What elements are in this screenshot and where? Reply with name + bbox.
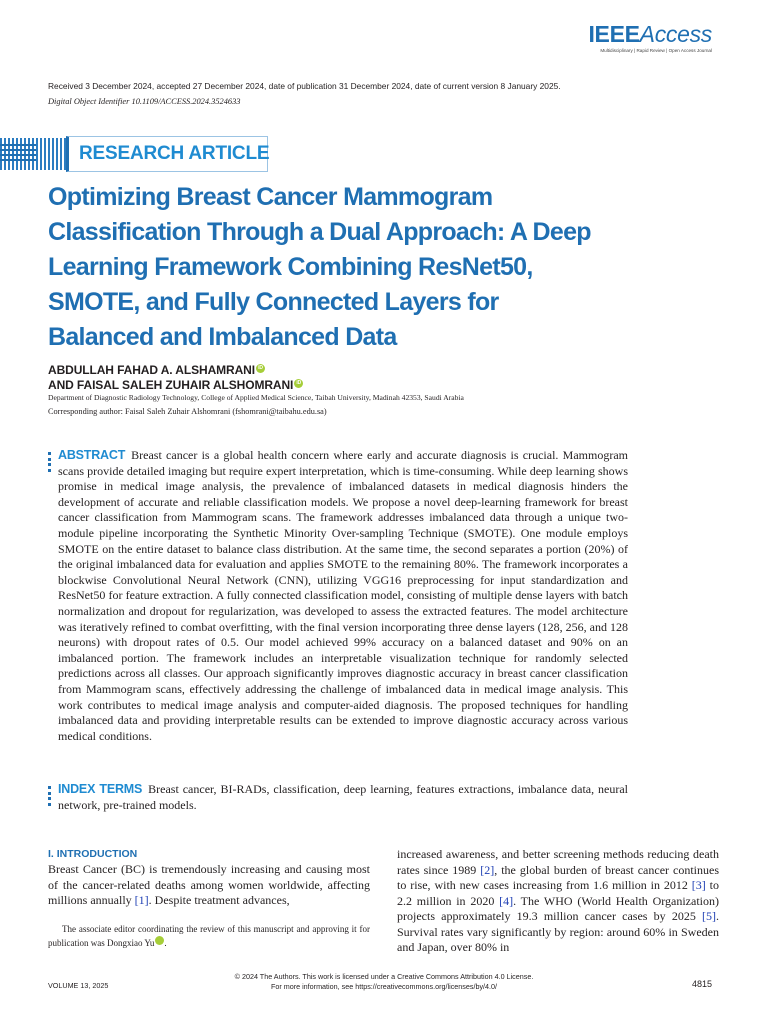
- text-run: , the global burden of breast cancer continues to rise, with new cases increasing from 1.6 million in 2012: [397, 862, 720, 892]
- logo-access: Access: [639, 21, 712, 47]
- footnote-text: The associate editor coordinating the review of this manuscript and approving it for publication was Dongxiao Yu: [48, 923, 370, 948]
- citation-link[interactable]: [3]: [691, 878, 706, 892]
- text-run: . The WHO (World Health Organization) projects approximately 19.3 million cancer cases by 2025: [397, 893, 719, 923]
- left-column: [48, 847, 370, 951]
- author-name: AND FAISAL SALEH ZUHAIR ALSHOMRANI: [48, 377, 294, 392]
- journal-logo: [588, 22, 712, 53]
- received-dates: Received 3 December 2024, accepted 27 December 2024, date of publication 31 December 2024, date of current version 8 January 2025.: [48, 81, 561, 91]
- index-terms-text: Breast cancer, BI-RADs, classification, deep learning, features extractions, imbalance data, neural network, pre-trained models.: [58, 782, 629, 812]
- text-run: . Survival rates vary significantly by region: around 60% in Sweden and Japan, over 80% in: [397, 909, 719, 954]
- logo-ieee: IEEE: [588, 21, 640, 47]
- citation-link[interactable]: [2]: [480, 862, 495, 877]
- author-1: [48, 363, 303, 378]
- title-line: Learning Framework Combining ResNet50,: [48, 253, 533, 281]
- intro-paragraph-left: [48, 862, 370, 909]
- title-line: Classification Through a Dual Approach: A Deep: [48, 218, 591, 246]
- volume-label: VOLUME 13, 2025: [48, 981, 109, 990]
- title-line: SMOTE, and Fully Connected Layers for: [48, 288, 499, 316]
- banner-dots-decoration: [0, 144, 36, 164]
- license-text: © 2024 The Authors. This work is licensed under a Creative Commons Attribution 4.0 License.: [234, 972, 534, 981]
- paper-title: [48, 180, 648, 355]
- text-run: Breast Cancer (BC) is tremendously increasing and causing most of the cancer-related deaths among women worldwide, affecting millions annually: [48, 862, 370, 907]
- editor-footnote: The associate editor coordinating the review of this manuscript and approving it for publication was Dongxiao Yu iD.: [48, 923, 370, 948]
- page-number: 4815: [691, 979, 712, 989]
- citation-link[interactable]: [5]: [702, 909, 716, 923]
- affiliation: Department of Diagnostic Radiology Technology, College of Applied Medical Science, Taibah University, Madinah 42353, Saudi Arabia: [48, 393, 464, 402]
- author-name: ABDULLAH FAHAD A. ALSHAMRANI: [48, 363, 255, 377]
- index-terms-heading: INDEX TERMS: [58, 782, 143, 796]
- license-footer: [0, 972, 768, 991]
- author-2: [48, 378, 303, 393]
- abstract-text: Breast cancer is a global health concern where early and accurate diagnosis is crucial. Mammogram scans provide detailed imaging but require expert interpretation, which is time-consuming. While deep learning shows promise in medical image analysis, the prevalence of imbalanced datasets in medical diagnosis hinders the development of accurate and reliable classification models. We propose a novel deep-learning framework for breast cancer classification from Mammogram scans. The framework addresses imbalanced data through a unique two-module pipeline incorporating the Synthetic Minority Over-sampling Technique (SMOTE). One module employs SMOTE on the entire dataset to balance class distribution. At the same time, the second separates a portion (20%) of the original imbalanced data for evaluation and applies SMOTE to the remaining 80%. The framework incorporates a blockwise Convolutional Neural Network (CNN), utilizing VGG16 preprocessing for input standardization and ResNet50 for feature extraction. A fully connected classification model, consisting of multiple dense layers with batch normalization and dropout for regularization, was developed to assess the extracted features. The model architecture was iteratively refined to combat overfitting, with the final version incorporating three dense layers (128, 256, and 128 neurons) with dropout rates of 0.5. Our model achieved 99% accuracy on a balanced dataset and 90% on an imbalanced portion. The framework includes an interpretable visualization technique for randomly selected predictions across all classes. Our approach significantly improves diagnostic accuracy in breast cancer classification from Mammogram scans, effectively addressing the challenge of imbalanced data in medical image analysis. This work contributes to medical image analysis and computer-aided diagnosis. The proposed techniques for handling imbalanced data and providing interpretable results can be extended to improve diagnostic accuracy across various medical conditions.: [58, 448, 628, 743]
- abstract: [58, 448, 628, 744]
- doi: Digital Object Identifier 10.1109/ACCESS.2024.3524633: [48, 97, 241, 106]
- intro-paragraph-right: [397, 847, 719, 956]
- text-run: increased awareness, and better screening methods reducing death rates since 1989: [397, 847, 719, 877]
- license-link[interactable]: For more information, see https://creativecommons.org/licenses/by/4.0/: [270, 981, 498, 991]
- section-heading-introduction: I. INTRODUCTION: [48, 848, 138, 860]
- orcid-icon[interactable]: iD: [256, 364, 265, 373]
- right-column: [397, 847, 719, 956]
- orcid-icon[interactable]: iD: [294, 379, 303, 388]
- title-line: Optimizing Breast Cancer Mammogram: [48, 183, 493, 211]
- text-run: . Despite treatment advances,: [148, 893, 290, 907]
- index-terms: [58, 782, 628, 813]
- orcid-icon[interactable]: iD: [155, 936, 164, 945]
- citation-link[interactable]: [1]: [134, 893, 149, 907]
- corresponding-author: Corresponding author: Faisal Saleh Zuhair Alshomrani (fshomrani@taibahu.edu.sa): [48, 407, 327, 416]
- article-type-label: RESEARCH ARTICLE: [66, 136, 268, 172]
- text-run: to 2.2 million in 2020: [397, 878, 719, 908]
- article-type-banner: [0, 136, 270, 172]
- author-list: [48, 363, 303, 392]
- logo-subtitle: Multidisciplinary | Rapid Review | Open Access Journal: [600, 48, 712, 53]
- citation-link[interactable]: [4]: [499, 893, 514, 908]
- index-terms-dots-icon: [48, 786, 52, 808]
- abstract-heading: ABSTRACT: [58, 448, 126, 462]
- abstract-dots-icon: [48, 452, 52, 474]
- title-line: Balanced and Imbalanced Data: [48, 323, 397, 351]
